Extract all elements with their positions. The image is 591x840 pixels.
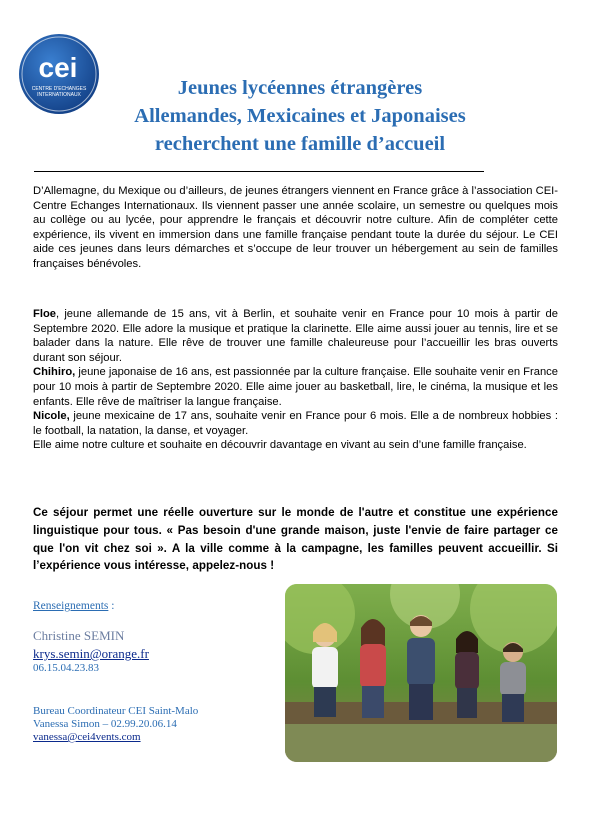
profile-text: , jeune allemande de 15 ans, vit à Berlin, et souhaite venir en France pour 10 mois à partir de Septembre 2020. Elle adore la musique et pratique la clarinette. Elle aime aussi jouer au tennis, lire et se balader dans la nature. Elle rêve de trouver une famille chaleureuse pour l’accueillir les bras ouverts durant son séjour. — [33, 308, 558, 364]
contact-label-suffix: : — [108, 600, 115, 612]
profile-nicole — [33, 409, 558, 438]
page-title — [80, 74, 520, 158]
logo-tagline-2: INTERNATIONAUX — [37, 92, 81, 98]
profile-floe — [33, 307, 558, 365]
title-line-1: Jeunes lycéennes étrangères — [177, 77, 423, 99]
contact-name: Christine SEMIN — [33, 628, 125, 643]
logo-brand: cei — [38, 52, 78, 83]
profile-name: Floe — [33, 308, 56, 320]
call-to-action-paragraph: Ce séjour permet une réelle ouverture sur le monde de l'autre et constitue une expérience linguistique pour tous. « Pas besoin d'une grande maison, juste l'envie de faire partager ce que l'on vit chez soi ». A la ville comme à la campagne, les familles peuvent accueillir. Si l’expérience vous intéresse, appelez-nous ! — [33, 506, 558, 573]
intro-paragraph: D’Allemagne, du Mexique ou d’ailleurs, de jeunes étrangers viennent en France grâce à l’association CEI-Centre Echanges Internationaux. Ils viennent passer une année scolaire, un semestre ou quelques mois au collège ou au lycée, pour apprendre le français et découvrir notre culture. Afin de compléter cette expérience, ils vivent en immersion dans une famille française pendant toute la durée du séjour. Le CEI aide ces jeunes dans leurs démarches et s’occupe de leur trouver un hébergement au sein de familles françaises bénévoles. — [33, 185, 558, 270]
logo-tagline-1: CENTRE D'ECHANGES — [31, 86, 87, 92]
profile-text: jeune mexicaine de 17 ans, souhaite venir en France pour 6 mois. Elle a de nombreux hobbies : le football, la natation, la danse, et voyager. — [33, 410, 558, 437]
profile-text: jeune japonaise de 16 ans, est passionnée par la culture française. Elle souhaite venir en France pour 10 mois à partir de Septembre 2020. Elle aime jouer au basketball, lire, le cinéma, la musique et les enfants. Elle rêve de maîtriser la langue française. — [33, 366, 558, 408]
title-divider — [34, 171, 484, 172]
students-photo — [285, 584, 557, 762]
closing-sentence: Elle aime notre culture et souhaite en découvrir davantage en vivant au sein d’une famille française. — [33, 439, 527, 452]
contact-phone: 06.15.04.23.83 — [33, 662, 99, 674]
profile-name: Nicole, — [33, 410, 70, 423]
profile-name: Chihiro, — [33, 366, 76, 379]
contact-email-link[interactable]: krys.semin@orange.fr — [33, 646, 149, 661]
profiles-section — [33, 307, 558, 453]
profile-chihiro — [33, 365, 558, 409]
bureau-contact: Vanessa Simon – 02.99.20.06.14 — [33, 718, 177, 730]
bureau-email-link[interactable]: vanessa@cei4vents.com — [33, 731, 141, 743]
title-line-3: recherchent une famille d’accueil — [154, 133, 446, 155]
bureau-name: Bureau Coordinateur CEI Saint-Malo — [33, 705, 199, 717]
title-line-2: Allemandes, Mexicaines et Japonaises — [134, 105, 466, 127]
contact-label-text: Renseignements — [33, 600, 109, 612]
contact-label — [33, 600, 114, 612]
